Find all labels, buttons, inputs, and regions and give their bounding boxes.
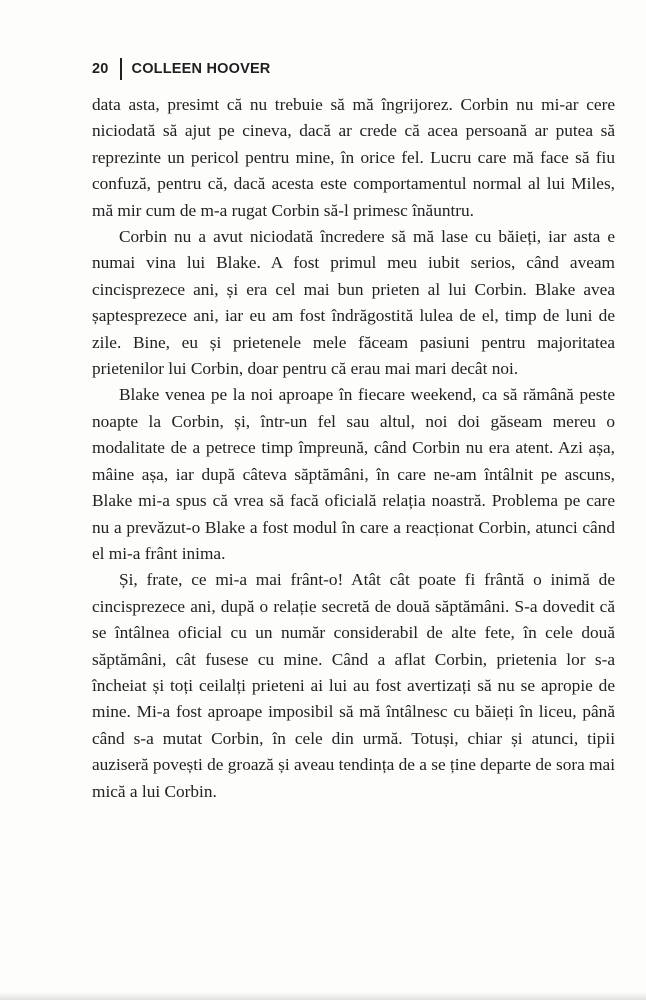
author-name: COLLEEN HOOVER [131, 61, 271, 77]
paragraph: Blake venea pe la noi aproape în fiecare weekend, ca să rămână peste noapte la Corbin, și, într-un fel sau altul, noi doi găseam mereu o modalitate de a petrece timp împreună, când Corbin nu era atent. Azi așa, mâine așa, iar după câteva săptămâni, în care ne-am întâlnit pe ascuns, Blake mi-a spus că vrea să facă oficială relația noastră. Problema pe care nu a prevăzut-o Blake a fost modul în care a reacționat Corbin, atunci când el mi-a frânt inima. [92, 385, 615, 563]
paragraph: Și, frate, ce mi-a mai frânt-o! Atât cât poate fi frântă o inimă de cincisprezece ani, după o relație secretă de două săptămâni. S-a dovedit că se întâlnea oficial cu un număr considerabil de alte fete, în cele două săptămâni, cât fusese cu mine. Când a aflat Corbin, prietenia lor s-a încheiat și toți ceilalți prieteni ai lui au fost avertizați să nu se apropie de mine. Mi-a fost aproape imposibil să mă întâlnesc cu băieți în liceu, până când s-a mutat Corbin, în cele din urmă. Totuși, chiar și atunci, tipii auziseră povești de groază și aveau tendința de a se ține departe de sora mai mică a lui Corbin. [92, 570, 616, 801]
body-text [92, 92, 615, 805]
running-header [92, 58, 270, 80]
paragraph: Corbin nu a avut niciodată încredere să mă lase cu băieți, iar asta e numai vina lui Blake. A fost primul meu iubit serios, când aveam cincisprezece ani, și era cel mai bun prieten al lui Corbin. Blake avea șaptesprezece ani, iar eu am fost îndrăgostită lulea de el, timp de luni de zile. Bine, eu și prietenele mele făceam pasiuni pentru majoritatea prietenilor lui Corbin, doar pentru că erau mai mari decât noi. [92, 227, 615, 379]
paragraph-continued: data asta, presimt că nu trebuie să mă îngrijorez. Corbin nu mi-ar cere niciodată să ajut pe cineva, dacă ar crede că acea persoană ar putea să reprezinte un pericol pentru mine, în orice fel. Lucru care mă face să fiu confuză, pentru că, dacă acesta este comportamentul normal al lui Miles, mă mir cum de m-a rugat Corbin să-l primesc înăuntru. [92, 95, 615, 220]
scan-bottom-edge [0, 992, 646, 1000]
header-divider [120, 58, 122, 80]
page-number: 20 [92, 61, 109, 77]
